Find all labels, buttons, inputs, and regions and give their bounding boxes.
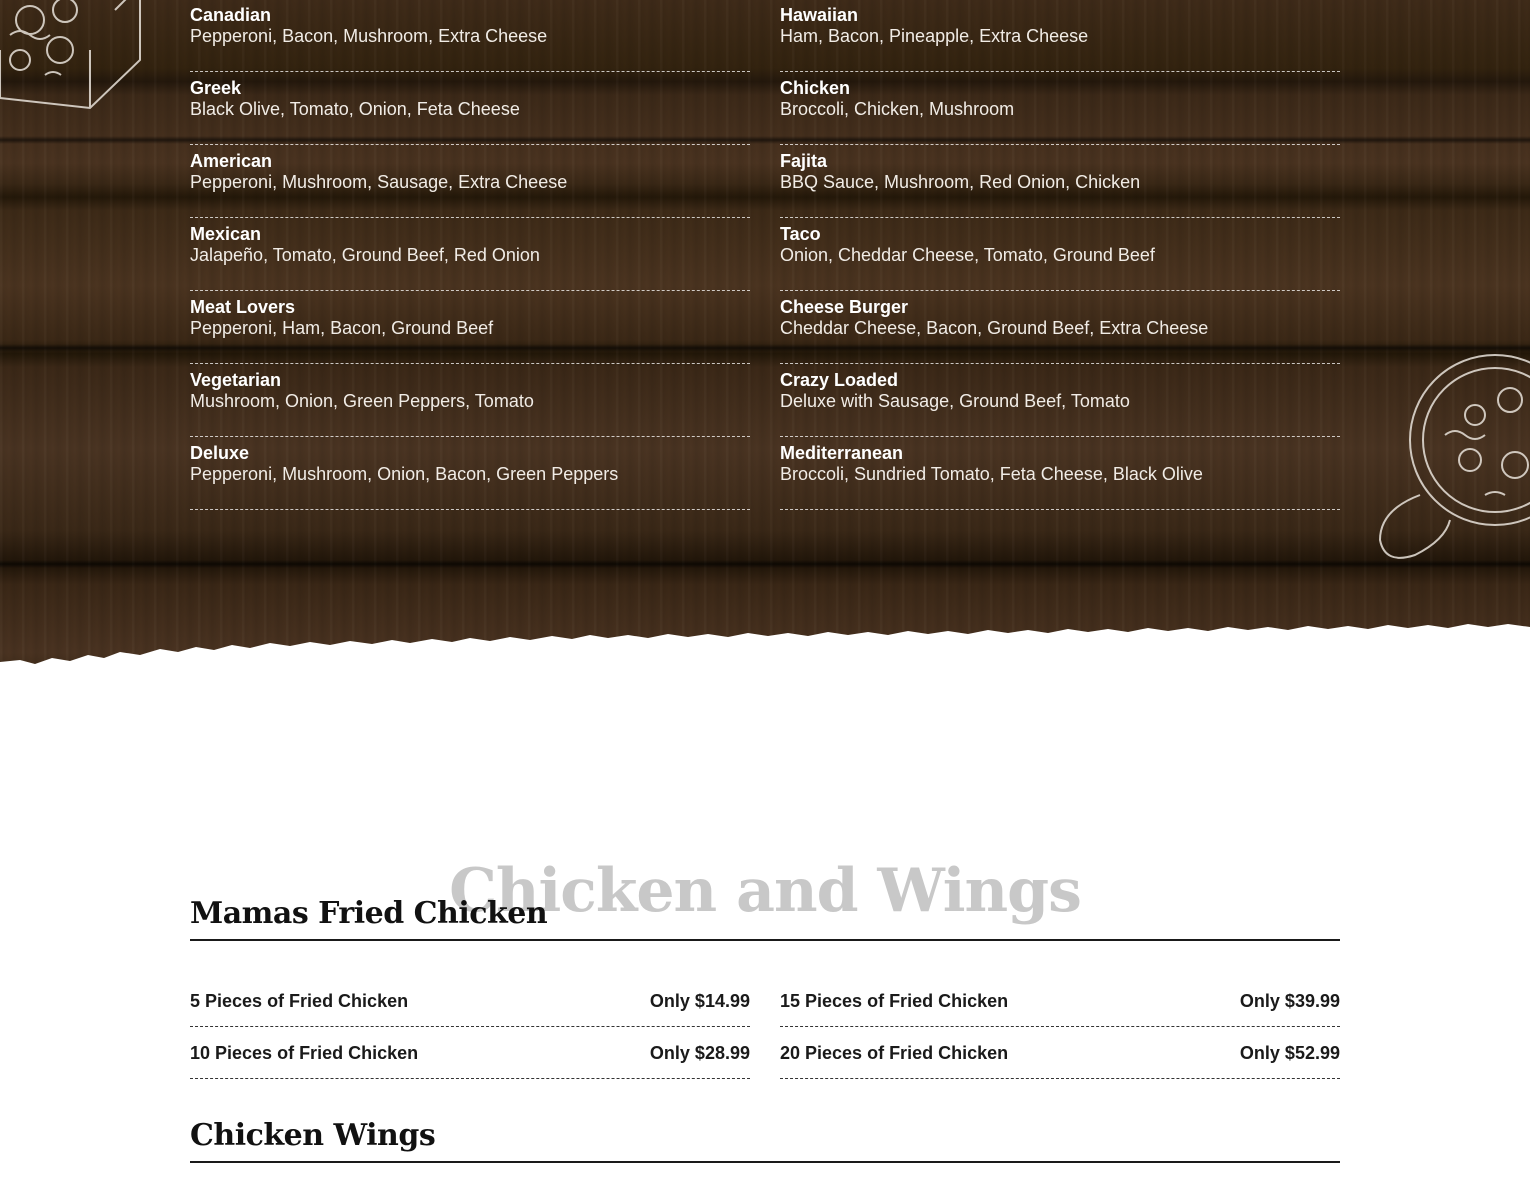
pizza-item [780,146,1340,218]
pizza-toppings: Mushroom, Onion, Green Peppers, Tomato [190,391,534,411]
pizza-toppings: Ham, Bacon, Pineapple, Extra Cheese [780,26,1089,46]
item-label: 10 Pieces of Fried Chicken [190,1043,419,1063]
pizza-name: Canadian [190,5,272,25]
pizza-item [190,438,750,510]
pizza-name: Crazy Loaded [780,370,899,390]
pizza-toppings: Pepperoni, Ham, Bacon, Ground Beef [190,318,494,338]
plank-seam [0,560,1530,568]
pizza-item [190,219,750,291]
pizza-toppings: Pepperoni, Mushroom, Onion, Bacon, Green Peppers [190,464,619,484]
item-label: 5 Pieces of Fried Chicken [190,991,409,1011]
pizza-item [780,438,1340,510]
pizza-pan-sketch-icon [1375,345,1530,565]
torn-paper-edge [0,600,1530,680]
pizza-name: Meat Lovers [190,297,296,317]
fried-chicken-column-right [780,975,1340,1079]
item-price: Only $14.99 [649,991,750,1011]
pizza-name: Mediterranean [780,443,904,463]
pizza-column-left [190,0,750,511]
section-watermark-title: Chicken and Wings [449,856,1081,926]
pizza-item [780,365,1340,437]
pizza-name: Fajita [780,151,828,171]
pizza-name: Chicken [780,78,851,98]
pizza-box-sketch-icon [0,0,150,110]
pizza-toppings: Onion, Cheddar Cheese, Tomato, Ground Beef [780,245,1155,265]
pizza-name: Hawaiian [780,5,859,25]
price-row [780,1027,1340,1079]
pizza-item [780,73,1340,145]
price-row [190,1027,750,1079]
pizza-name: Vegetarian [190,370,282,390]
pizza-toppings: BBQ Sauce, Mushroom, Red Onion, Chicken [780,172,1141,192]
pizza-column-right [780,0,1340,511]
pizza-item [190,292,750,364]
pizza-name: American [190,151,273,171]
pizza-toppings: Broccoli, Chicken, Mushroom [780,99,1015,119]
item-price: Only $28.99 [649,1043,750,1063]
pizza-toppings: Pepperoni, Bacon, Mushroom, Extra Cheese [190,26,548,46]
pizza-item [190,146,750,218]
item-price: Only $39.99 [1239,991,1340,1011]
pizza-name: Greek [190,78,242,98]
chicken-wings-heading [190,1118,1340,1163]
pizza-name: Deluxe [190,443,250,463]
fried-chicken-heading [190,896,1340,941]
pizza-item [190,0,750,72]
fried-chicken-column-left [190,975,750,1079]
pizza-toppings: Deluxe with Sausage, Ground Beef, Tomato [780,391,1130,411]
heading-text: Chicken Wings [190,1118,436,1153]
pizza-name: Mexican [190,224,262,244]
pizza-item [780,219,1340,291]
heading-text: Mamas Fried Chicken [190,896,548,931]
pizza-toppings: Pepperoni, Mushroom, Sausage, Extra Cheese [190,172,568,192]
pizza-name: Cheese Burger [780,297,909,317]
pizza-toppings: Broccoli, Sundried Tomato, Feta Cheese, Black Olive [780,464,1203,484]
pizza-toppings: Jalapeño, Tomato, Ground Beef, Red Onion [190,245,540,265]
pizza-item [190,365,750,437]
pizza-item [190,73,750,145]
item-label: 20 Pieces of Fried Chicken [780,1043,1009,1063]
item-price: Only $52.99 [1239,1043,1340,1063]
pizza-toppings: Cheddar Cheese, Bacon, Ground Beef, Extra Cheese [780,318,1209,338]
price-row [190,975,750,1027]
pizza-item [780,0,1340,72]
item-label: 15 Pieces of Fried Chicken [780,991,1009,1011]
pizza-name: Taco [780,224,821,244]
price-row [780,975,1340,1027]
pizza-toppings: Black Olive, Tomato, Onion, Feta Cheese [190,99,520,119]
pizza-item [780,292,1340,364]
